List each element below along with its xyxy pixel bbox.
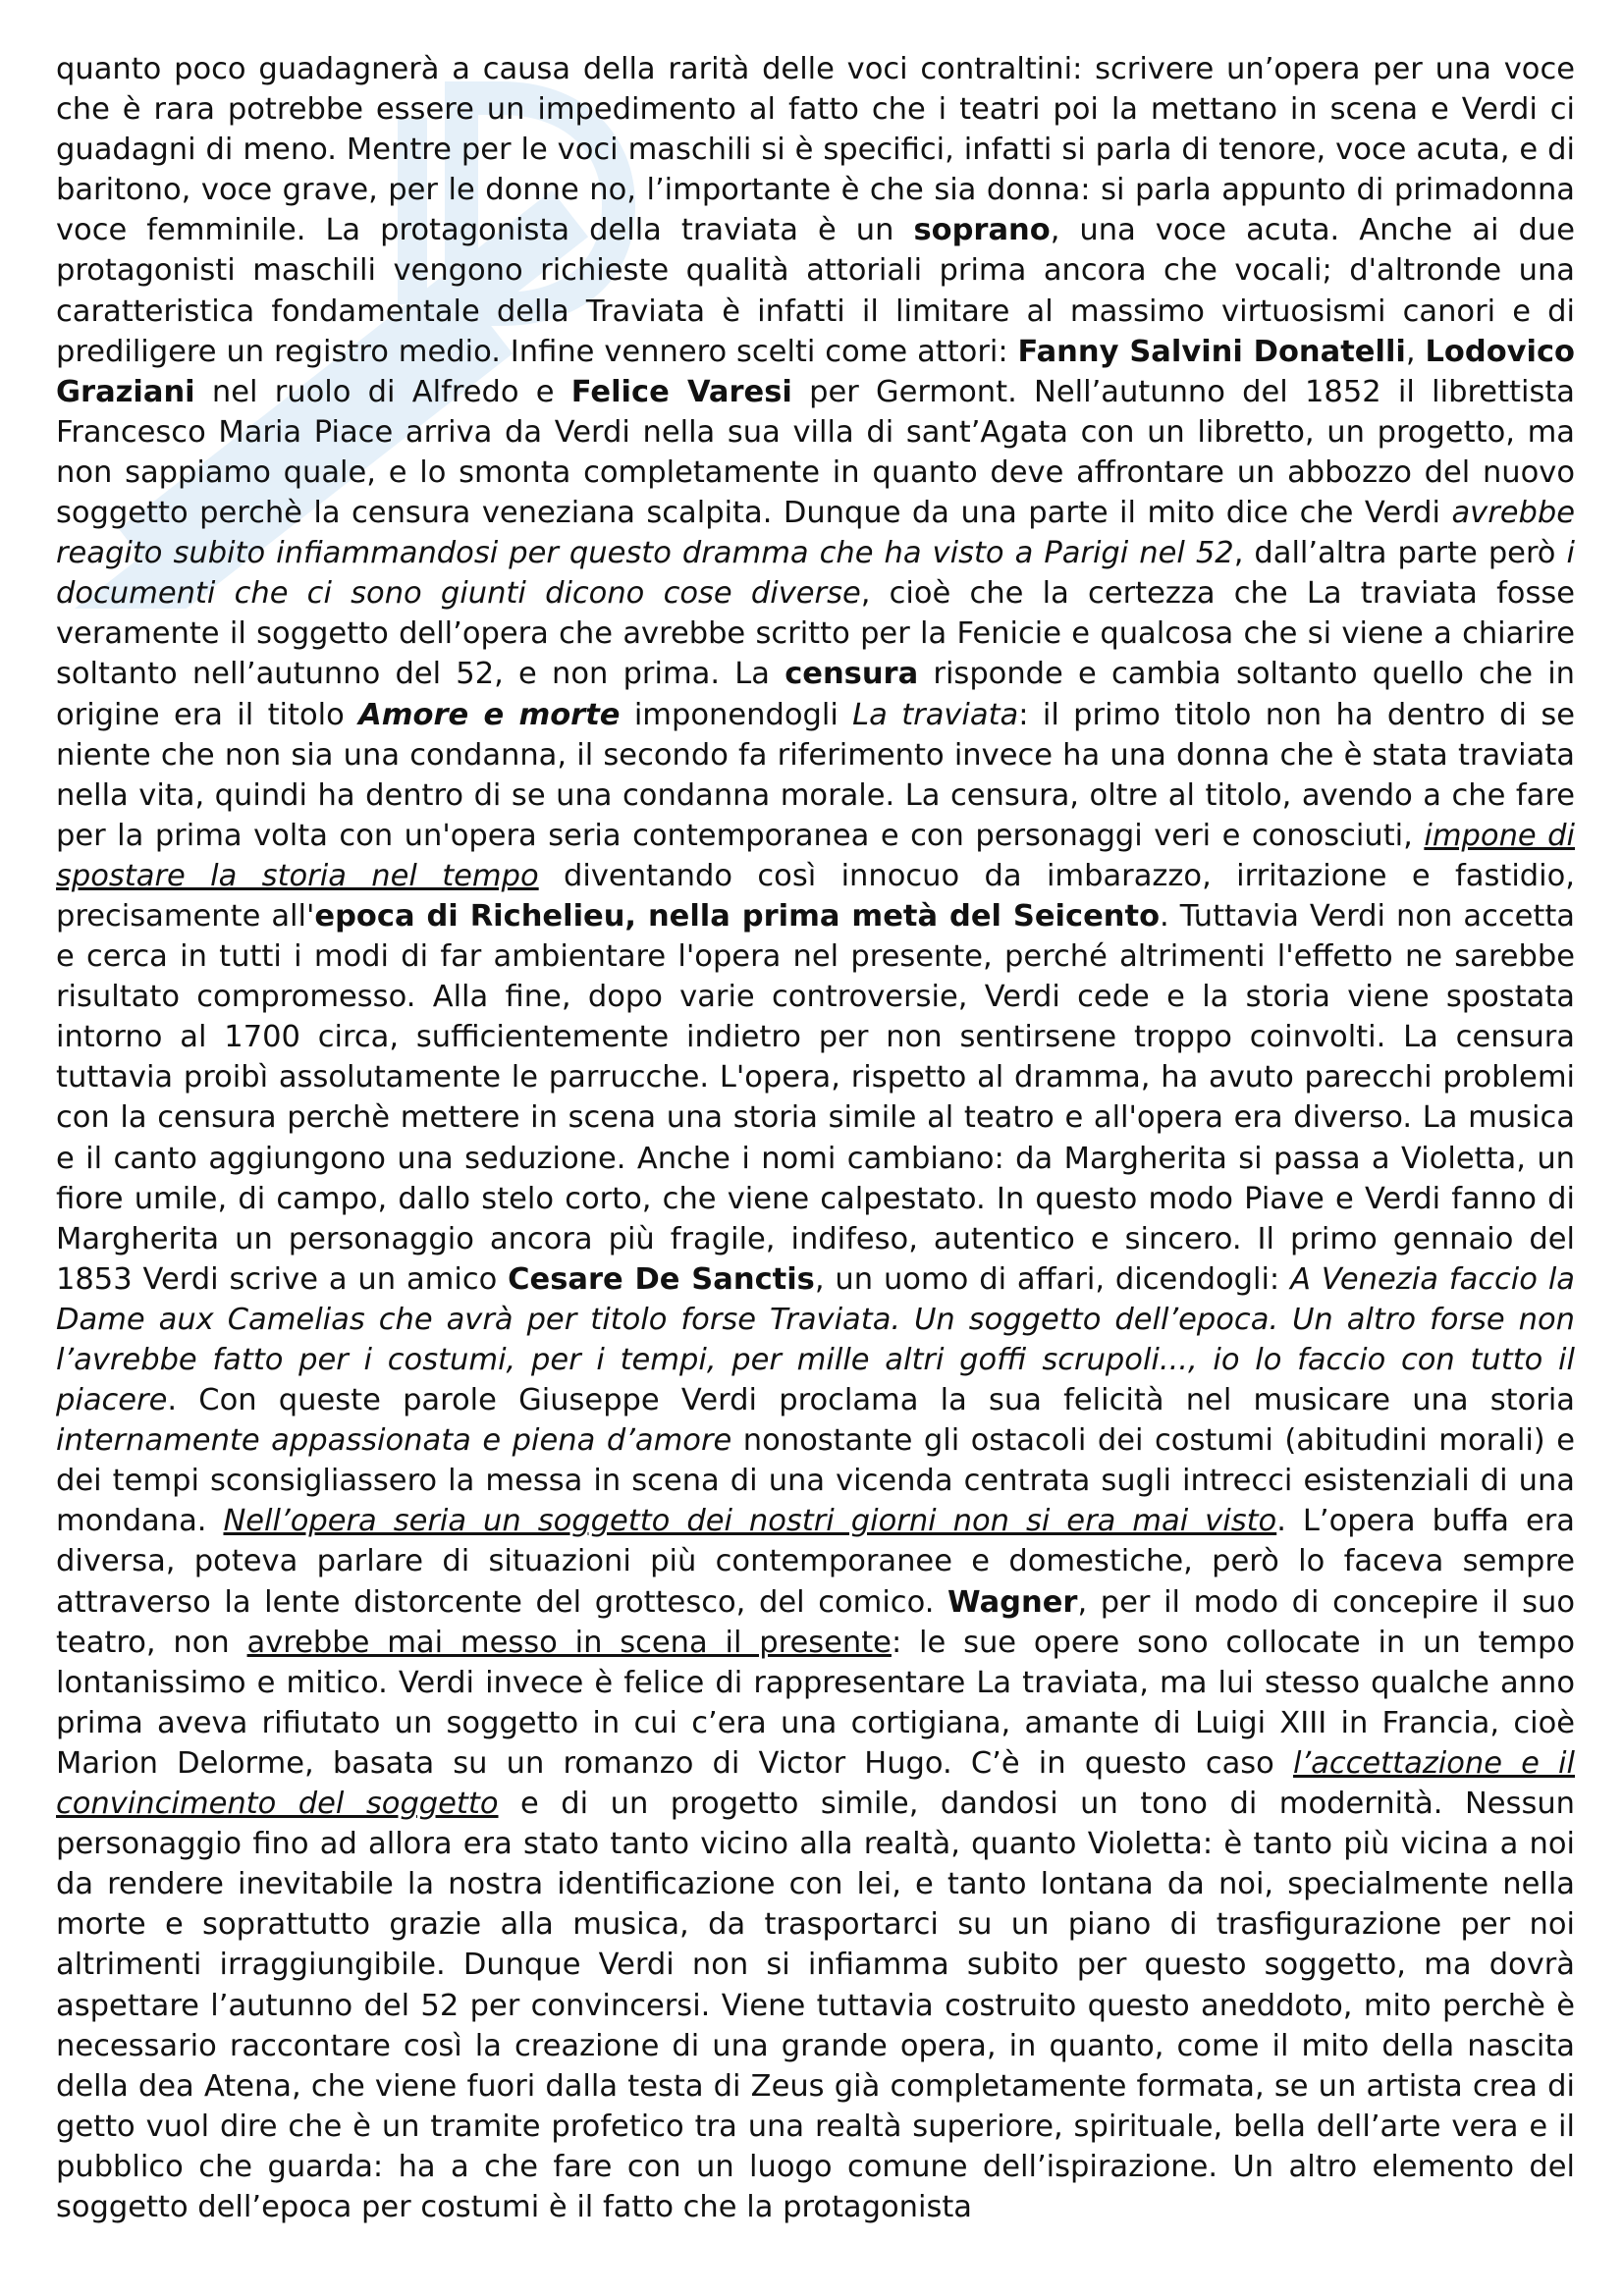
text-run: , xyxy=(1405,334,1426,369)
text-run: Lodovico Graziani xyxy=(56,334,1576,409)
text-run: avrebbe reagito subito infiammandosi per questo dramma che ha visto a Parigi nel 52 xyxy=(56,496,1575,571)
text-run: avrebbe mai messo in scena il presente xyxy=(246,1625,892,1660)
text-run: Fanny Salvini Donatelli xyxy=(1017,334,1406,369)
text-run: nel ruolo di Alfredo e xyxy=(194,374,571,409)
text-run: Nell’opera seria un soggetto dei nostri giorni non si era mai visto xyxy=(223,1504,1277,1539)
text-run: censura xyxy=(784,657,919,692)
text-run: soprano xyxy=(913,213,1051,248)
text-run: per Germont. Nell’autunno del 1852 il librettista Francesco Maria Piace arriva da Verdi nella sua villa di sant’Agata con un libretto, un progetto, ma non sappiamo quale, e lo smonta completamente in quanto deve affrontare un abbozzo del nuovo soggetto perchè la censura veneziana scalpita. Dunque da una parte il mito dice che Verdi xyxy=(56,374,1576,531)
text-run: , per il modo di concepire il suo teatro, non xyxy=(56,1584,1575,1660)
text-run: risponde e cambia soltanto quello che in origine era il titolo xyxy=(56,657,1576,732)
text-run: Wagner xyxy=(947,1584,1078,1620)
text-run: . Tuttavia Verdi non accetta e cerca in tutti i modi di far ambientare l'opera nel presente, perché altrimenti l'effetto ne sarebbe risultato compromesso. Alla fine, dopo varie controversie, Verdi cede e la storia viene spostata intorno al 1700 circa, sufficientemente indietro per non sentirsene troppo coinvolti. La censura tuttavia proibì assolutamente le parrucche. L'opera, rispetto al dramma, ha avuto parecchi problemi con la censura perchè mettere in scena una storia simile al teatro e all'opera era diverso. La musica e il canto aggiungono una seduzione. Anche i nomi cambiano: da Margherita si passa a Violetta, un fiore umile, di campo, dallo stelo corto, che viene calpestato. In questo modo Piave e Verdi fanno di Margherita un personaggio ancora più fragile, indifeso, autentico e sincero. Il primo gennaio del 1853 Verdi scrive a un amico xyxy=(56,898,1575,1297)
text-run: , cioè che la certezza che La traviata fosse veramente il soggetto dell’opera che avrebbe scritto per la Fenicie e qualcosa che si viene a chiarire soltanto nell’autunno del 52, e non prima. La xyxy=(56,576,1576,692)
text-run: A Venezia faccio la Dame aux Camelias che avrà per titolo forse Traviata. Un soggetto dell’epoca. Un altro forse non l’avrebbe fatto per i costumi, per i tempi, per mille altri goffi scrupoli..., io lo faccio con tutto il piacere xyxy=(56,1261,1575,1418)
text-run: internamente appassionata e piena d’amore xyxy=(56,1423,732,1459)
text-run: , dall’altra parte però xyxy=(1233,536,1567,571)
document-body-text xyxy=(56,49,1575,2227)
text-run: nonostante gli ostacoli dei costumi (abitudini morali) e dei tempi sconsigliassero la messa in scena di una vicenda centrata sugli intrecci esistenziali di una mondana. xyxy=(56,1423,1575,1539)
text-run: e di un progetto simile, dandosi un tono di modernità. Nessun personaggio fino ad allora era stato tanto vicino alla realtà, quanto Violetta: è tanto più vicina a noi da rendere inevitabile la nostra identificazione con lei, e tanto lontana da noi, specialmente nella morte e soprattutto grazie alla musica, da trasportarci su un piano di trasfigurazione per noi altrimenti irraggiungibile. Dunque Verdi non si infiamma subito per questo soggetto, ma dovrà aspettare l’autunno del 52 per convincersi. Viene tuttavia costruito questo aneddoto, mito perchè è necessario raccontare così la creazione di una grande opera, in quanto, come il mito della nascita della dea Atena, che viene fuori dalla testa di Zeus già completamente formata, se un artista crea di getto vuol dire che è un tramite profetico tra una realtà superiore, spirituale, bella dell’arte vera e il pubblico che guarda: ha a che fare con un luogo comune dell’ispirazione. Un altro elemento del soggetto dell’epoca per costumi è il fatto che la protagonista xyxy=(56,1787,1575,2224)
text-run: Felice Varesi xyxy=(570,374,792,409)
text-run: i documenti che ci sono giunti dicono cose diverse xyxy=(56,536,1575,612)
text-run: . L’opera buffa era diversa, poteva parlare di situazioni più contemporanee e domestiche, però lo faceva sempre attraverso la lente distorcente del grottesco, del comico. xyxy=(56,1504,1575,1620)
text-run: impone di spostare la storia nel tempo xyxy=(56,818,1575,893)
text-run: Amore e morte xyxy=(358,697,621,732)
text-run: diventando così innocuo da imbarazzo, irritazione e fastidio, precisamente all' xyxy=(56,858,1575,934)
text-run: , una voce acuta. Anche ai due protagonisti maschili vengono richieste qualità attoriali prima ancora che vocali; d'altronde una caratteristica fondamentale della Traviata è infatti il limitare al massimo virtuosismi canori e di prediligere un registro medio. Infine vennero scelti come attori: xyxy=(56,213,1575,369)
text-run: , un uomo di affari, dicendogli: xyxy=(814,1261,1291,1297)
text-run: La traviata xyxy=(852,697,1019,732)
text-run: Cesare De Sanctis xyxy=(508,1261,815,1297)
text-run: l’accettazione e il convincimento del soggetto xyxy=(56,1745,1575,1822)
text-run: quanto poco guadagnerà a causa della rarità delle voci contraltini: scrivere un’opera per una voce che è rara potrebbe essere un impedimento al fatto che i teatri poi la mettano in scena e Verdi ci guadagni di meno. Mentre per le voci maschili si è specifici, infatti si parla di tenore, voce acuta, e di baritono, voce grave, per le donne no, l’importante è che sia donna: si parla appunto di primadonna voce femminile. La protagonista della traviata è un xyxy=(56,52,1575,248)
text-run: epoca di Richelieu, nella prima metà del Seicento xyxy=(314,898,1161,934)
text-run: : le sue opere sono collocate in un tempo lontanissimo e mitico. Verdi invece è felice di rappresentare La traviata, ma lui stesso qualche anno prima aveva rifiutato un soggetto in cui c’era una cortigiana, amante di Luigi XIII in Francia, cioè Marion Delorme, basata su un romanzo di Victor Hugo. C’è in questo caso xyxy=(56,1625,1575,1781)
text-run: imponendogli xyxy=(620,697,853,732)
text-run: . Con queste parole Giuseppe Verdi proclama la sua felicità nel musicare una storia xyxy=(167,1383,1575,1418)
text-run: : il primo titolo non ha dentro di se niente che non sia una condanna, il secondo fa riferimento invece ha una donna che è stata traviata nella vita, quindi ha dentro di se una condanna morale. La censura, oltre al titolo, avendo a che fare per la prima volta con un'opera seria contemporanea e con personaggi veri e conosciuti, xyxy=(56,697,1575,853)
